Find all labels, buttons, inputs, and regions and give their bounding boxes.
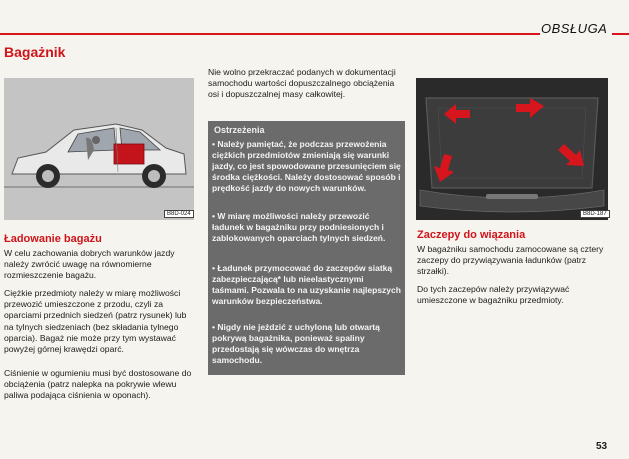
warning-item: • Ładunek przymocować do zaczepów siatką zabezpieczającą* lub nieelastycznymi taśmami. Pozwala to na uzyskanie najlepszych warunków bezpieczeństwa. [212, 263, 401, 306]
paragraph: Nie wolno przekraczać podanych w dokumentacji samochodu wartości dopuszczalnego obciążenia osi i dopuszczalnej masy całkowitej. [208, 67, 396, 100]
warning-item: • Nigdy nie jeździć z uchyloną lub otwartą pokrywą bagażnika, ponieważ spaliny przedostają się wówczas do wnętrza samochodu. [212, 322, 380, 365]
car-cargo-illustration [4, 78, 194, 220]
subheading-tie-downs: Zaczepy do wiązania [417, 229, 526, 241]
warning-item: • Należy pamiętać, że podczas przewożenia ciężkich przedmiotów zmieniają się warunki jazdy, co jest spowodowane przesunięciem się środka ciężkości. Należy dostosować sposób i prędkość jazdy do nowych warunków. [212, 139, 401, 193]
paragraph: W bagażniku samochodu zamocowane są cztery zaczepy do przywiązywania ładunków (patrz strzałki). [417, 244, 604, 277]
page-number: 53 [596, 441, 608, 452]
subheading-loading: Ładowanie bagażu [4, 233, 102, 245]
paragraph: W celu zachowania dobrych warunków jazdy należy zwrócić uwagę na równomierne rozmieszczenie bagażu. [4, 248, 175, 281]
chapter-title: OBSŁUGA [541, 21, 608, 36]
section-title: Bagażnik [4, 44, 66, 60]
paragraph: Ciężkie przedmioty należy w miarę możliwości przewozić umieszczone z przodu, czyli za oparciami przednich siedzeń (patrz rysunek) lub na tylnych siedzeniach (bez składania tylnego oparcia). Bagaż nie może przy tym wystawać powyżej górnej krawędzi oparć. [4, 288, 187, 355]
figure-code: B8D-024 [164, 210, 194, 218]
trunk-image [416, 78, 608, 220]
trunk-tie-down-illustration [416, 78, 608, 220]
header-rule [0, 33, 540, 35]
warning-item: • W miarę możliwości należy przewozić ładunek w bagażniku przy podniesionych i zablokowanych oparciach tylnych siedzeń. [212, 211, 386, 243]
paragraph: Do tych zaczepów należy przywiązywać umieszczone w bagażniku przedmioty. [417, 284, 570, 306]
car-side-view-image [4, 78, 194, 220]
paragraph: Ciśnienie w ogumieniu musi być dostosowane do obciążenia (patrz nalepka na pokrywie wlewu paliwa podająca ciśnienia w oponach). [4, 368, 192, 401]
header-rule-right [612, 33, 629, 35]
warning-title: Ostrzeżenia [214, 125, 265, 135]
figure-code: B8D-187 [580, 210, 610, 218]
